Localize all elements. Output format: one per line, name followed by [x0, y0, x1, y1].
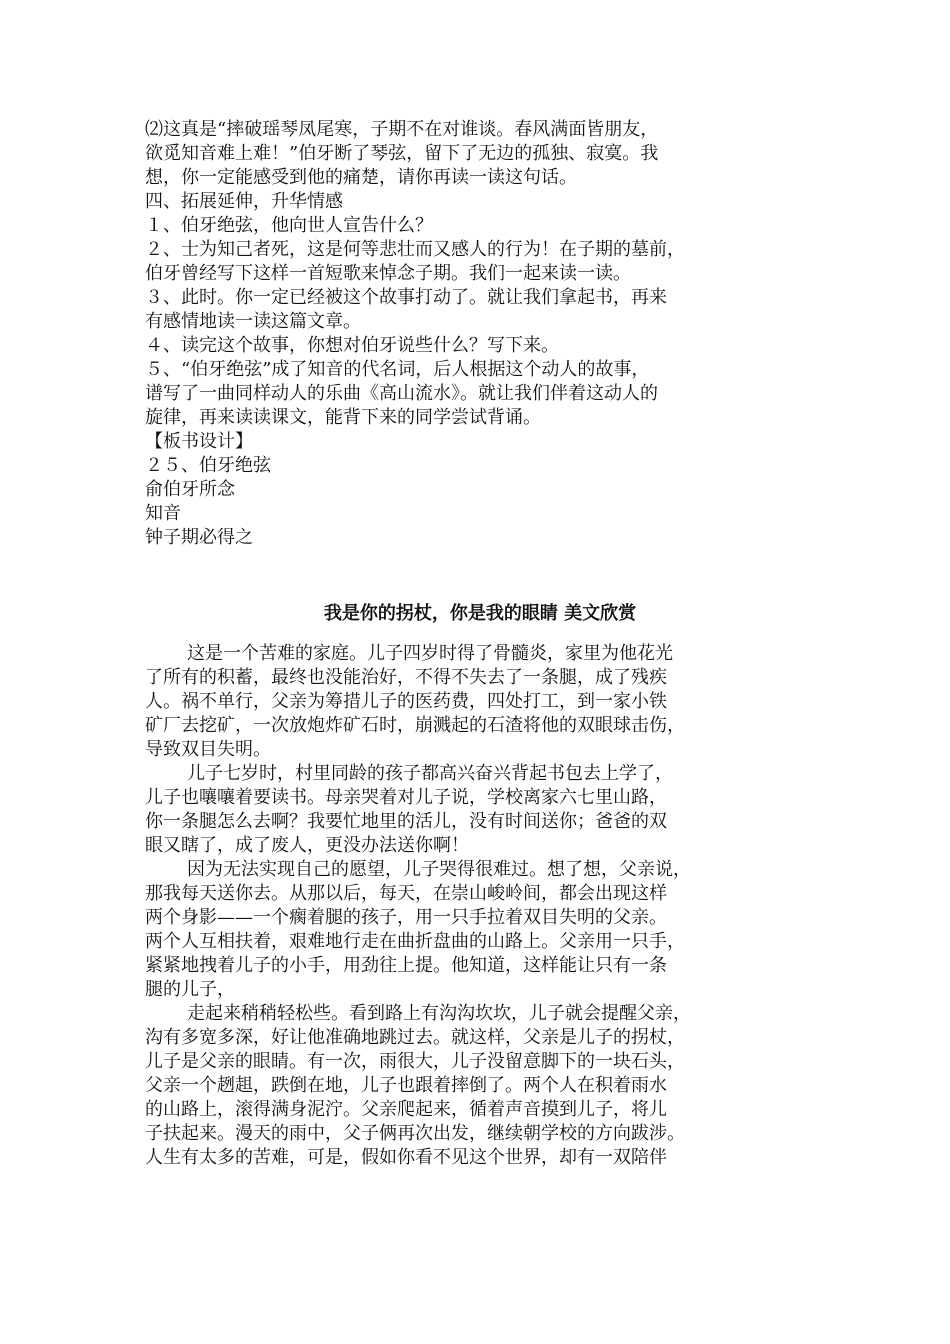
article-line: 两个身影——一个瘸着腿的孩子，用一只手拉着双目失明的父亲。 — [145, 907, 667, 928]
board-design-line: 钟子期必得之 — [145, 527, 253, 548]
board-design-line: ２５、伯牙绝弦 — [145, 455, 271, 476]
article-line: 你一条腿怎么去啊？我要忙地里的活儿，没有时间送你；爸爸的双 — [145, 811, 667, 832]
article-line: 人生有太多的苦难，可是，假如你看不见这个世界，却有一双陪伴 — [145, 1147, 667, 1168]
article-line: 了所有的积蓄，最终也没能治好，不得不失去了一条腿，成了残疾 — [145, 667, 667, 688]
article-line: 两个人互相扶着，艰难地行走在曲折盘曲的山路上。父亲用一只手， — [145, 931, 685, 952]
lesson-line: 旋律，再来读读课文，能背下来的同学尝试背诵。 — [145, 407, 541, 428]
article-line: 父亲一个趔趄，跌倒在地，儿子也跟着摔倒了。两个人在积着雨水 — [145, 1075, 667, 1096]
lesson-line: ⑵这真是“摔破瑶琴凤尾寒，子期不在对谁谈。春风满面皆朋友， — [145, 119, 659, 140]
article-title: 我是你的拐杖，你是我的眼睛 美文欣赏 — [323, 603, 637, 624]
board-design-line: 知音 — [145, 503, 181, 524]
article-line: 导致双目失明。 — [145, 739, 271, 760]
lesson-line: 有感情地读一读这篇文章。 — [145, 311, 361, 332]
article-line: 因为无法实现自己的愿望，儿子哭得很难过。想了想，父亲说， — [187, 859, 691, 880]
article-line: 眼又瞎了，成了废人，更没办法送你啊！ — [145, 835, 469, 856]
board-design-line: 俞伯牙所念 — [145, 479, 235, 500]
lesson-line: ４、读完这个故事，你想对伯牙说些什么？写下来。 — [145, 335, 559, 356]
article-line: 儿子也嚷嚷着要读书。母亲哭着对儿子说，学校离家六七里山路， — [145, 787, 667, 808]
lesson-line: ３、此时。你一定已经被这个故事打动了。就让我们拿起书，再来 — [145, 287, 667, 308]
lesson-line: ２、士为知己者死，这是何等悲壮而又感人的行为！在子期的墓前， — [145, 239, 685, 260]
article-line: 那我每天送你去。从那以后，每天，在崇山峻岭间，都会出现这样 — [145, 883, 667, 904]
lesson-line: 欲觅知音难上难！”伯牙断了琴弦，留下了无边的孤独、寂寞。我 — [145, 143, 659, 164]
lesson-line: 想，你一定能感受到他的痛楚，请你再读一读这句话。 — [145, 167, 577, 188]
article-body — [145, 642, 815, 1170]
lesson-line: 谱写了一曲同样动人的乐曲《高山流水》。就让我们伴着这动人的 — [145, 383, 658, 404]
article-line: 走起来稍稍轻松些。看到路上有沟沟坎坎，儿子就会提醒父亲， — [187, 1003, 691, 1024]
article-line: 紧紧地拽着儿子的小手，用劲往上提。他知道，这样能让只有一条 — [145, 955, 667, 976]
lesson-line: ５、“伯牙绝弦”成了知音的代名词，后人根据这个动人的故事， — [145, 359, 650, 380]
lesson-line: １、伯牙绝弦，他向世人宣告什么？ — [145, 215, 433, 236]
article-line: 腿的儿子， — [145, 979, 235, 1000]
article-line: 儿子七岁时，村里同龄的孩子都高兴奋兴背起书包去上学了， — [187, 763, 673, 784]
article-line: 沟有多宽多深，好让他准确地跳过去。就这样，父亲是儿子的拐杖， — [145, 1027, 685, 1048]
article-line: 的山路上，滚得满身泥泞。父亲爬起来，循着声音摸到儿子，将儿 — [145, 1099, 667, 1120]
article-line: 这是一个苦难的家庭。儿子四岁时得了骨髓炎，家里为他花光 — [187, 643, 673, 664]
article-line: 儿子是父亲的眼睛。有一次，雨很大，儿子没留意脚下的一块石头， — [145, 1051, 685, 1072]
lesson-section — [145, 118, 815, 550]
article-line: 子扶起来。漫天的雨中，父子俩再次出发，继续朝学校的方向跋涉。 — [145, 1123, 685, 1144]
section-heading: 四、拓展延伸，升华情感 — [145, 191, 343, 212]
article-line: 矿厂去挖矿，一次放炮炸矿石时，崩溅起的石渣将他的双眼球击伤， — [145, 715, 685, 736]
lesson-line: 伯牙曾经写下这样一首短歌来悼念子期。我们一起来读一读。 — [145, 263, 631, 284]
article-line: 人。祸不单行，父亲为筹措儿子的医药费，四处打工，到一家小铁 — [145, 691, 667, 712]
board-design-heading: 【板书设计】 — [145, 431, 253, 452]
document-page — [145, 118, 815, 1170]
